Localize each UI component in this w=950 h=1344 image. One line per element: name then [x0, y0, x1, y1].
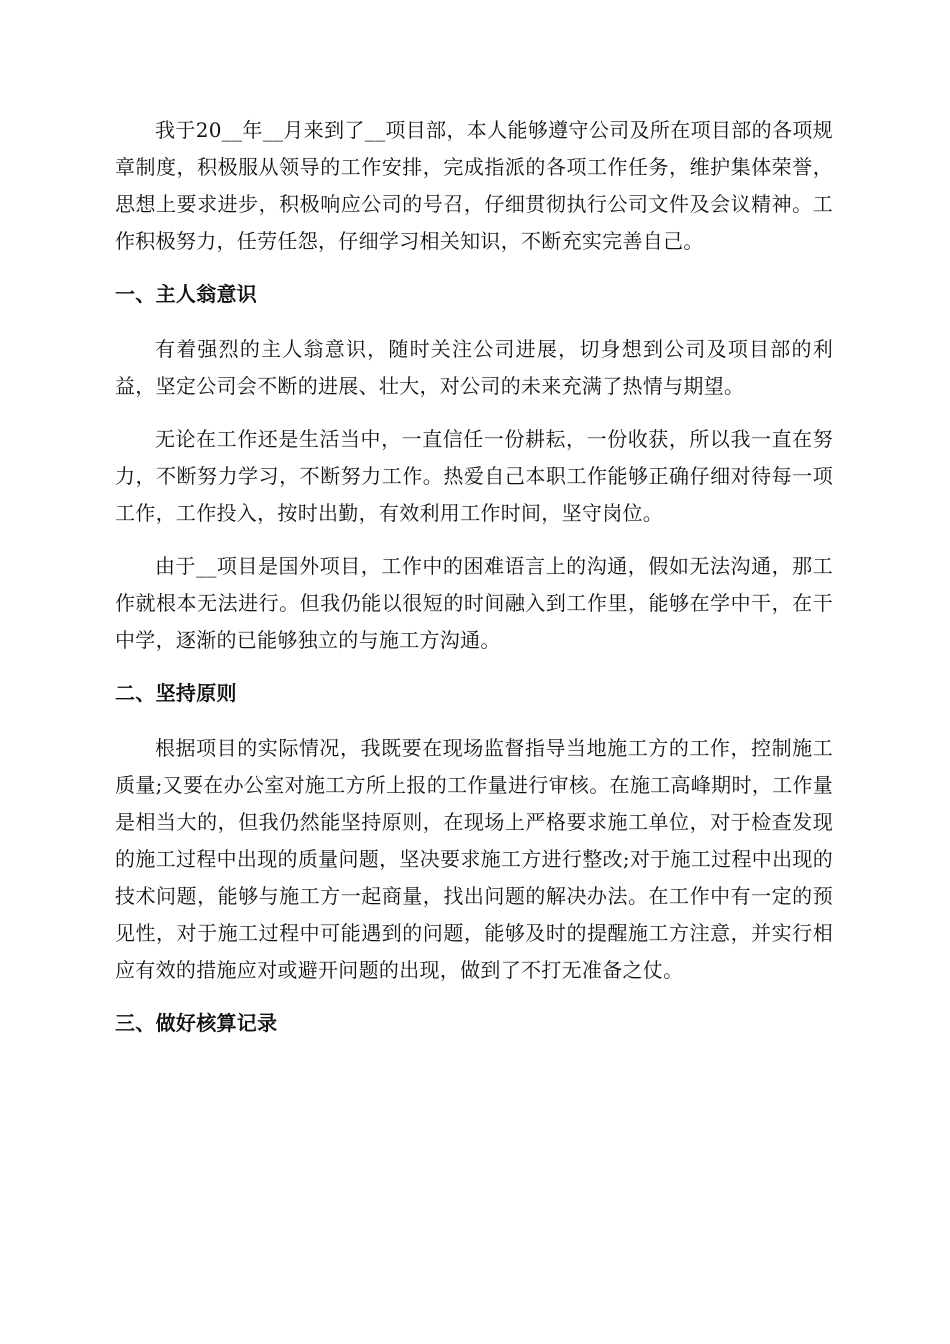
section2-paragraph-1: 根据项目的实际情况，我既要在现场监督指导当地施工方的工作，控制施工质量;又要在办公室对施工方所上报的工作量进行审核。在施工高峰期时，工作量是相当大的，但我仍然能坚持原则，在现场上严格要求施工单位，对于检查发现的施工过程中出现的质量问题，坚决要求施工方进行整改;对于施工过程中出现的技术问题，能够与施工方一起商量，找出问题的解决办法。在工作中有一定的预见性，对于施工过程中可能遇到的问题，能够及时的提醒施工方注意，并实行相应有效的措施应对或避开问题的出现，做到了不打无准备之仗。: [115, 736, 833, 982]
section1-paragraph-3: 由于__项目是国外项目，工作中的困难语言上的沟通，假如无法沟通，那工作就根本无法进行。但我仍能以很短的时间融入到工作里，能够在学中干，在干中学，逐渐的已能够独立的与施工方沟通。: [115, 554, 833, 652]
section-heading-1: 一、主人翁意识: [115, 282, 258, 306]
document-page: [115, 112, 833, 1042]
section-heading-3: 三、做好核算记录: [115, 1011, 278, 1035]
section1-paragraph-1: 有着强烈的主人翁意识，随时关注公司进展，切身想到公司及项目部的利益，坚定公司会不断的进展、壮大，对公司的未来充满了热情与期望。: [115, 337, 833, 398]
intro-paragraph: 我于20__年__月来到了__项目部，本人能够遵守公司及所在项目部的各项规章制度，积极服从领导的工作安排，完成指派的各项工作任务，维护集体荣誉，思想上要求进步，积极响应公司的号召，仔细贯彻执行公司文件及会议精神。工作积极努力，任劳任怨，仔细学习相关知识，不断充实完善自己。: [115, 118, 833, 253]
section-heading-2: 二、坚持原则: [115, 681, 237, 705]
section1-paragraph-2: 无论在工作还是生活当中，一直信任一份耕耘，一份收获，所以我一直在努力，不断努力学习，不断努力工作。热爱自己本职工作能够正确仔细对待每一项工作，工作投入，按时出勤，有效利用工作时间，坚守岗位。: [115, 427, 833, 525]
